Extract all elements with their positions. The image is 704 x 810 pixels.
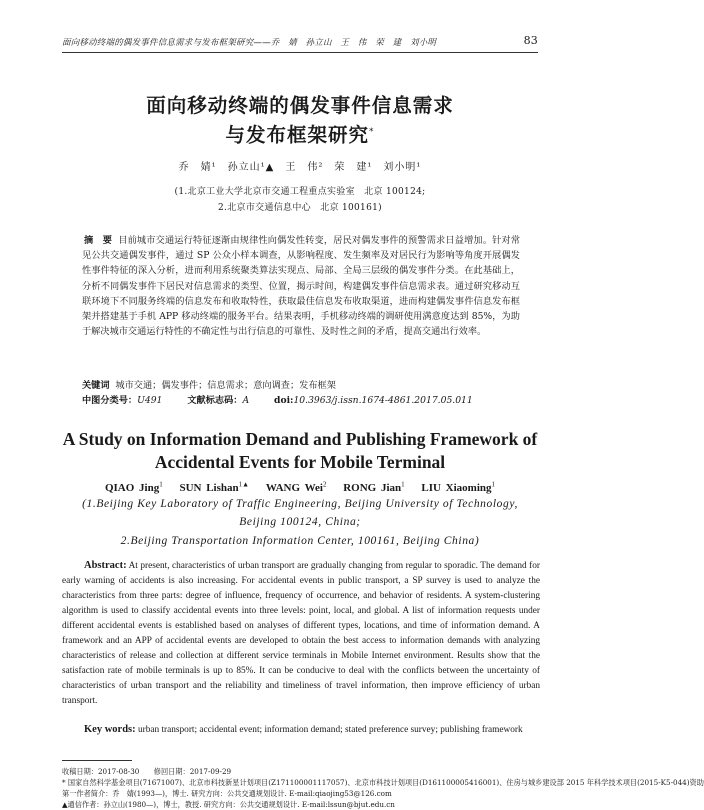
cn-classification (82, 392, 495, 406)
en-author: RONG Jian$^1$ (343, 480, 405, 494)
en-abstract-label: Abstract: (84, 560, 127, 571)
en-affiliation-1: (1.Beijing Key Laboratory of Traffic Engineering, Beijing University of Technology, (82, 498, 518, 510)
cn-title-line2: 与发布框架研究 (225, 123, 369, 147)
en-title-line2: Accidental Events for Mobile Terminal (154, 452, 446, 472)
cn-affiliation-1: (1.北京工业大学北京市交通工程重点实验室 北京 100124; (174, 187, 426, 197)
cn-abstract-text: 目前城市交通运行特征逐渐由规律性向偶发性转变，居民对偶发事件的预警需求日益增加。针对常见公共交通偶发事件，通过 SP 公众小样本调查，从影响程度、发生频率及对居民行为影响等角度开展偶发性事件特征的深入分析，进而利用系统聚类算法实现点、局部、全局三层级的偶发事件分类。在此基础上，分析不同偶发事件下居民对信息需求的类型、位置，揭示时间，构建偶发事件信息需求表。通过研究移动互联环境下不同服务终端的信息发布和收取特性，获取最佳信息发布收取渠道，进而构建偶发事件信息发布框架并搭建基于手机 APP 移动终端的服务平台。结果表明，手机移动终端的调研使用满意度达到 85%，为助于解决城市交通运行特性的不确定性与出行信息的可靠性、及时性之间的矛盾，提高交通出行效率。 (82, 235, 521, 338)
cn-affiliation-2: 2.北京市交通信息中心 北京 100161) (218, 203, 382, 213)
en-title-line1: A Study on Information Demand and Publishing Framework of (62, 429, 538, 449)
en-abstract-text: At present, characteristics of urban transport are gradually changing from regular to sporadic. The demand for early warning of accidents is also increasing. For accidental events in public transport, a SP survey is used to analyze the characteristics from three parts: degree of influence, frequency of occurrence, and behavior of residents. A system-clustering algorithm is used to classify accidental events into three levels: point, local, and global. A list of information requests under different accidental events is established based on analyses of different types, locations, and time of information demand. A framework and an APP of accidental events are developed to obtain the best access to information demands with analyzing characteristics of release and collection at different service terminals in Mobile Internet environment. Results show that the satisfaction rate of mobile terminals is up to 85%. It can be conducive to deal with the conflicts between the uncertainty of characteristics of urban transport and the reliability and timeliness of travel information, then improve efficiency of urban transport. (62, 561, 541, 706)
cn-title (60, 92, 540, 149)
footnote-funding: * 国家自然科学基金项目(71671007)、北京市科技新星计划项目(Z171100001117057)、北京市科技计划项目(D161100005416001)、住房与城乡建设部 2015 年科学技术项目(2015-K5-044)资助 (62, 778, 704, 787)
cn-abstract-label: 摘 要 (84, 235, 113, 246)
footnote-first-author: 第一作者简介：乔 婧(1993—)，博士. 研究方向：公共交通规划设计. E-mail:qiaojing53@126.com (62, 789, 392, 798)
en-affiliation-3: 2.Beijing Transportation Information Center, 100161, Beijing China) (120, 535, 480, 547)
header-rule (62, 52, 538, 53)
cn-abstract (82, 233, 520, 339)
cn-doc-value: A (242, 395, 250, 406)
cn-class-label: 中图分类号： (82, 395, 138, 406)
en-authors (40, 480, 560, 494)
cn-keywords-text: 城市交通；偶发事件；信息需求；意向调查；发布框架 (115, 380, 336, 391)
footnote-received: 收稿日期：2017-08-30 修回日期：2017-09-29 (62, 767, 232, 776)
en-keywords-text: urban transport; accidental event; information demand; stated preference survey; publishing framework (137, 725, 523, 735)
en-abstract (62, 558, 540, 709)
footnotes (62, 766, 704, 810)
footnote-corresponding-author: ▲通信作者：孙立山(1980—)，博士，教授. 研究方向：公共交通规划设计. E-mail:lssun@bjut.edu.cn (62, 800, 395, 809)
cn-class-value: U491 (137, 395, 163, 406)
en-author: QIAO Jing$^1$ (104, 480, 163, 494)
cn-doi-label: doi: (274, 395, 294, 406)
running-header (62, 34, 538, 50)
en-title (40, 428, 560, 474)
en-keywords (62, 722, 540, 738)
cn-doi-value: 10.3963/j.issn.1674-4861.2017.05.011 (293, 395, 473, 406)
page-number: 83 (523, 34, 538, 47)
en-keywords-label: Key words: (84, 724, 136, 735)
cn-keywords (82, 377, 520, 391)
en-affiliation-2: Beijing 100124, China; (239, 516, 361, 528)
en-author: WANG Wei$^2$ (265, 480, 327, 494)
cn-title-line1: 面向移动终端的偶发事件信息需求 (146, 94, 454, 117)
cn-authors: 乔 婧¹ 孙立山¹▲ 王 伟² 荣 建¹ 刘小明¹ (178, 162, 422, 173)
cn-keywords-label: 关键词 (82, 380, 110, 391)
footnote-rule (62, 760, 132, 761)
cn-title-star: * (369, 127, 375, 137)
cn-doc-label: 文献标志码： (187, 395, 243, 406)
running-header-text: 面向移动终端的偶发事件信息需求与发布框架研究——乔 婧 孙立山 王 伟 荣 建 刘小明 (62, 38, 437, 48)
en-author: LIU Xiaoming$^1$ (421, 480, 496, 494)
en-author: SUN Lishan$^{1▲}$ (179, 480, 250, 494)
